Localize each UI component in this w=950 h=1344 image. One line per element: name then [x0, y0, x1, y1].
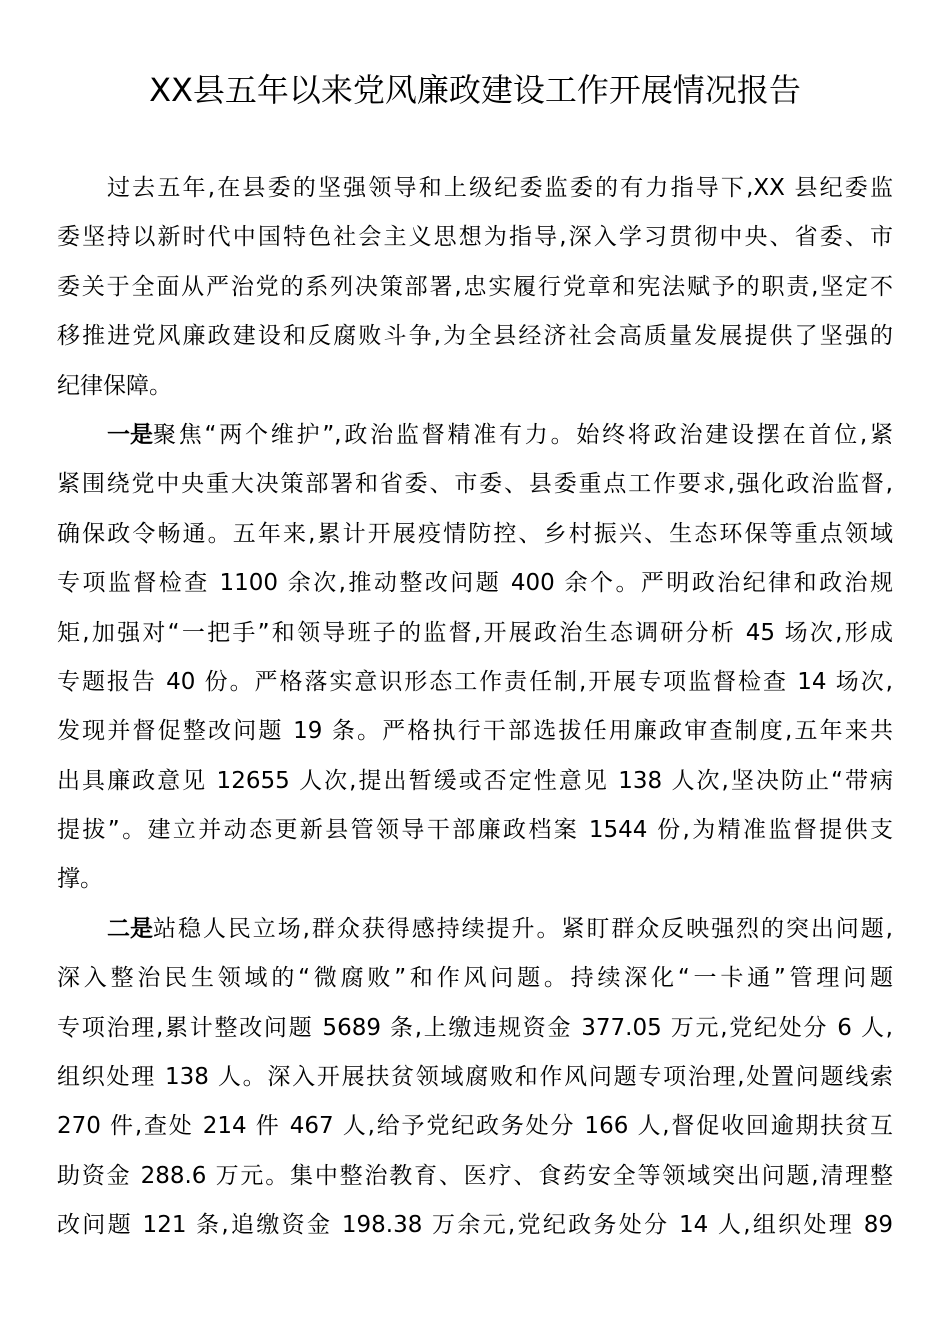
text-line: [57, 1057, 893, 1106]
line-text: 深入整治民生领域的“微腐败”和作风问题。持续深化“一卡通”管理问题: [57, 965, 893, 992]
text-line: [57, 810, 893, 859]
text-line: [57, 217, 893, 266]
line-text: 站稳人民立场,群众获得感持续提升。紧盯群众反映强烈的突出问题,: [153, 915, 893, 942]
point-label-bold: 二是: [107, 915, 153, 942]
text-line: [57, 711, 893, 760]
text-line: [57, 613, 893, 662]
text-line: [57, 761, 893, 810]
text-line: [57, 859, 893, 908]
line-text: 过去五年,在县委的坚强领导和上级纪委监委的有力指导下,XX 县纪委监: [107, 175, 893, 201]
text-line: [57, 464, 893, 513]
line-text: 270 件,查处 214 件 467 人,给予党纪政务处分 166 人,督促收回逾期扶贫互: [57, 1113, 893, 1140]
text-line: [57, 958, 893, 1007]
line-text: 紧围绕党中央重大决策部署和省委、市委、县委重点工作要求,强化政治监督,: [57, 471, 893, 498]
line-text: 组织处理 138 人。深入开展扶贫领域腐败和作风问题专项治理,处置问题线索: [57, 1064, 893, 1091]
text-line: [57, 563, 893, 612]
paragraph-second-point: [57, 909, 893, 1255]
line-text: 撑。: [57, 866, 103, 893]
line-text: 纪律保障。: [57, 372, 172, 399]
line-text: 委坚持以新时代中国特色社会主义思想为指导,深入学习贯彻中央、省委、市: [57, 224, 893, 251]
paragraph-first-point: [57, 415, 893, 909]
text-line: [57, 415, 893, 464]
text-line: [57, 1205, 893, 1254]
point-label-bold: 一是: [107, 421, 153, 448]
text-line: [57, 909, 893, 958]
text-line: [57, 662, 893, 711]
line-text: 提拔”。建立并动态更新县管领导干部廉政档案 1544 份,为精准监督提供支: [57, 817, 893, 844]
text-line: [57, 366, 893, 415]
line-text: 移推进党风廉政建设和反腐败斗争,为全县经济社会高质量发展提供了坚强的: [57, 323, 893, 350]
line-text: 专项治理,累计整改问题 5689 条,上缴违规资金 377.05 万元,党纪处分 6 人,: [57, 1014, 893, 1041]
text-line: [57, 514, 893, 563]
line-text: 确保政令畅通。五年来,累计开展疫情防控、乡村振兴、生态环保等重点领域: [57, 520, 893, 547]
line-text: 助资金 288.6 万元。集中整治教育、医疗、食药安全等领域突出问题,清理整: [57, 1162, 893, 1189]
line-text: 发现并督促整改问题 19 条。严格执行干部选拔任用廉政审查制度,五年来共: [57, 718, 893, 745]
text-line: [57, 1156, 893, 1205]
text-line: [57, 316, 893, 365]
line-text: 改问题 121 条,追缴资金 198.38 万余元,党纪政务处分 14 人,组织处理 89: [57, 1212, 893, 1239]
text-line: [57, 1008, 893, 1057]
text-line: [57, 168, 893, 217]
document-title: XX县五年以来党风廉政建设工作开展情况报告: [149, 71, 801, 109]
text-line: [57, 267, 893, 316]
line-text: 出具廉政意见 12655 人次,提出暂缓或否定性意见 138 人次,坚决防止“带病: [57, 767, 893, 794]
line-text: 聚焦“两个维护”,政治监督精准有力。始终将政治建设摆在首位,紧: [153, 421, 893, 448]
line-text: 矩,加强对“一把手”和领导班子的监督,开展政治生态调研分析 45 场次,形成: [57, 619, 893, 646]
document-body: [57, 168, 893, 1255]
paragraph-intro: [57, 168, 893, 415]
line-text: 专项监督检查 1100 余次,推动整改问题 400 余个。严明政治纪律和政治规: [57, 570, 893, 597]
text-line: [57, 1106, 893, 1155]
line-text: 专题报告 40 份。严格落实意识形态工作责任制,开展专项监督检查 14 场次,: [57, 668, 893, 695]
line-text: 委关于全面从严治党的系列决策部署,忠实履行党章和宪法赋予的职责,坚定不: [57, 273, 893, 300]
